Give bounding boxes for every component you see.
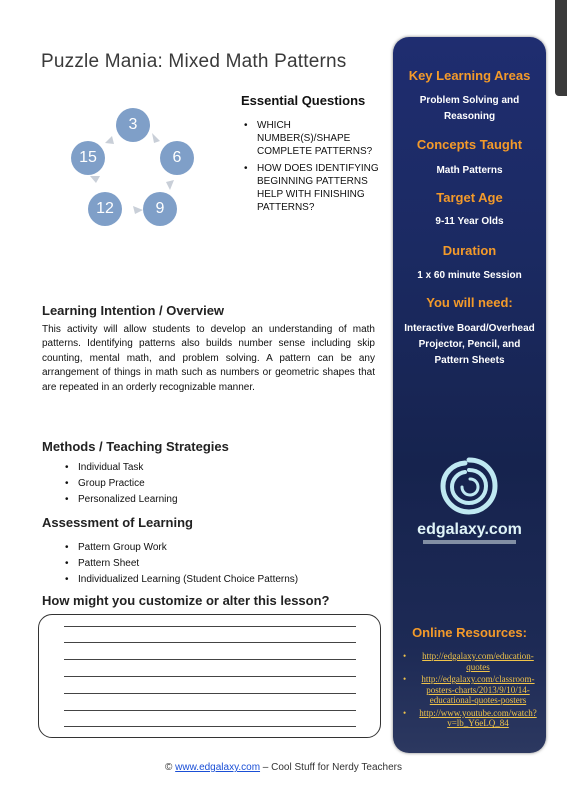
essential-questions-heading: Essential Questions [241,93,366,108]
cycle-node-2: 6 [160,141,194,175]
list-item: • Pattern Group Work [62,540,298,556]
online-resources-list [403,651,541,728]
window-edge-tab [555,0,567,96]
list-item: • Individualized Learning (Student Choice Patterns) [62,572,298,588]
methods-list [62,460,178,508]
list-item: • HOW DOES IDENTIFYING BEGINNING PATTERNS HELP WITH FINISHING PATTERNS? [241,162,381,214]
list-item [403,707,541,728]
you-will-need-heading: You will need: [426,295,513,310]
duration-text: 1 x 60 minute Session [417,270,522,281]
notes-line [64,659,356,660]
arrow-9-to-12 [133,206,143,214]
notes-line [64,693,356,694]
list-item [403,674,541,706]
resource-link-3[interactable]: http://www.youtube.com/watch?v=lb_Y6eLQ_84 [419,707,537,728]
list-item: • Group Practice [62,476,178,492]
concepts-heading: Concepts Taught [416,137,523,152]
pattern-cycle-diagram [70,108,220,234]
essential-questions-list [241,119,381,218]
footer-text: – Cool Stuff for Nerdy Teachers [260,762,402,773]
key-learning-text: Problem Solving and Reasoning [419,95,520,122]
notes-line [64,726,356,727]
page-title: Puzzle Mania: Mixed Math Patterns [41,51,347,72]
list-item: • WHICH NUMBER(S)/SHAPE COMPLETE PATTERNS? [241,119,381,158]
methods-heading: Methods / Teaching Strategies [42,439,229,454]
arrow-12-to-15 [90,176,100,183]
learning-intention-text: This activity will allow students to develop an understanding of math patterns. Identifying patterns also builds number sense including skip counting, mental math, and problem solving. A pattern can be any arrangement of things in math such as numbers or geometric shapes that are repeated in an orderly recognizable manner. [42,324,375,393]
cycle-node-3: 9 [143,192,177,226]
notes-line [64,626,356,627]
notes-line [64,676,356,677]
brand-tagline-strip [423,540,516,544]
notes-line [64,642,356,643]
target-age-text: 9-11 Year Olds [435,216,504,227]
notes-box[interactable] [38,614,381,738]
list-item: • Individual Task [62,460,178,476]
key-learning-heading: Key Learning Areas [408,68,531,83]
you-will-need-text: Interactive Board/Overhead Projector, Pencil, and Pattern Sheets [404,323,535,366]
footer-link[interactable]: www.edgalaxy.com [175,762,261,773]
customize-heading: How might you customize or alter this lesson? [42,593,330,608]
arrow-6-to-9 [166,180,174,190]
cycle-node-1: 3 [116,108,150,142]
list-item: • Pattern Sheet [62,556,298,572]
copyright-symbol: © [165,762,173,773]
assessment-heading: Assessment of Learning [42,515,193,530]
online-resources-heading: Online Resources: [412,625,527,640]
duration-heading: Duration [442,243,497,258]
notes-line [64,710,356,711]
footer [0,762,567,773]
resource-link-1[interactable]: http://edgalaxy.com/education-quotes [422,651,534,672]
edgalaxy-brand-text: edgalaxy.com [417,521,522,538]
cycle-node-5: 15 [71,141,105,175]
cycle-node-4: 12 [88,192,122,226]
resource-link-2[interactable]: http://edgalaxy.com/classroom-posters-charts/2013/9/10/14-educational-quotes-posters [421,674,535,705]
list-item [403,651,541,672]
assessment-list [62,540,298,588]
target-age-heading: Target Age [436,190,503,205]
learning-intention-heading: Learning Intention / Overview [42,303,225,318]
arrow-3-to-6 [152,133,160,143]
concepts-text: Math Patterns [436,165,503,176]
edgalaxy-logo-icon [437,454,501,518]
list-item: • Personalized Learning [62,492,178,508]
info-sidebar [393,37,546,753]
arrow-15-to-3 [105,136,114,144]
